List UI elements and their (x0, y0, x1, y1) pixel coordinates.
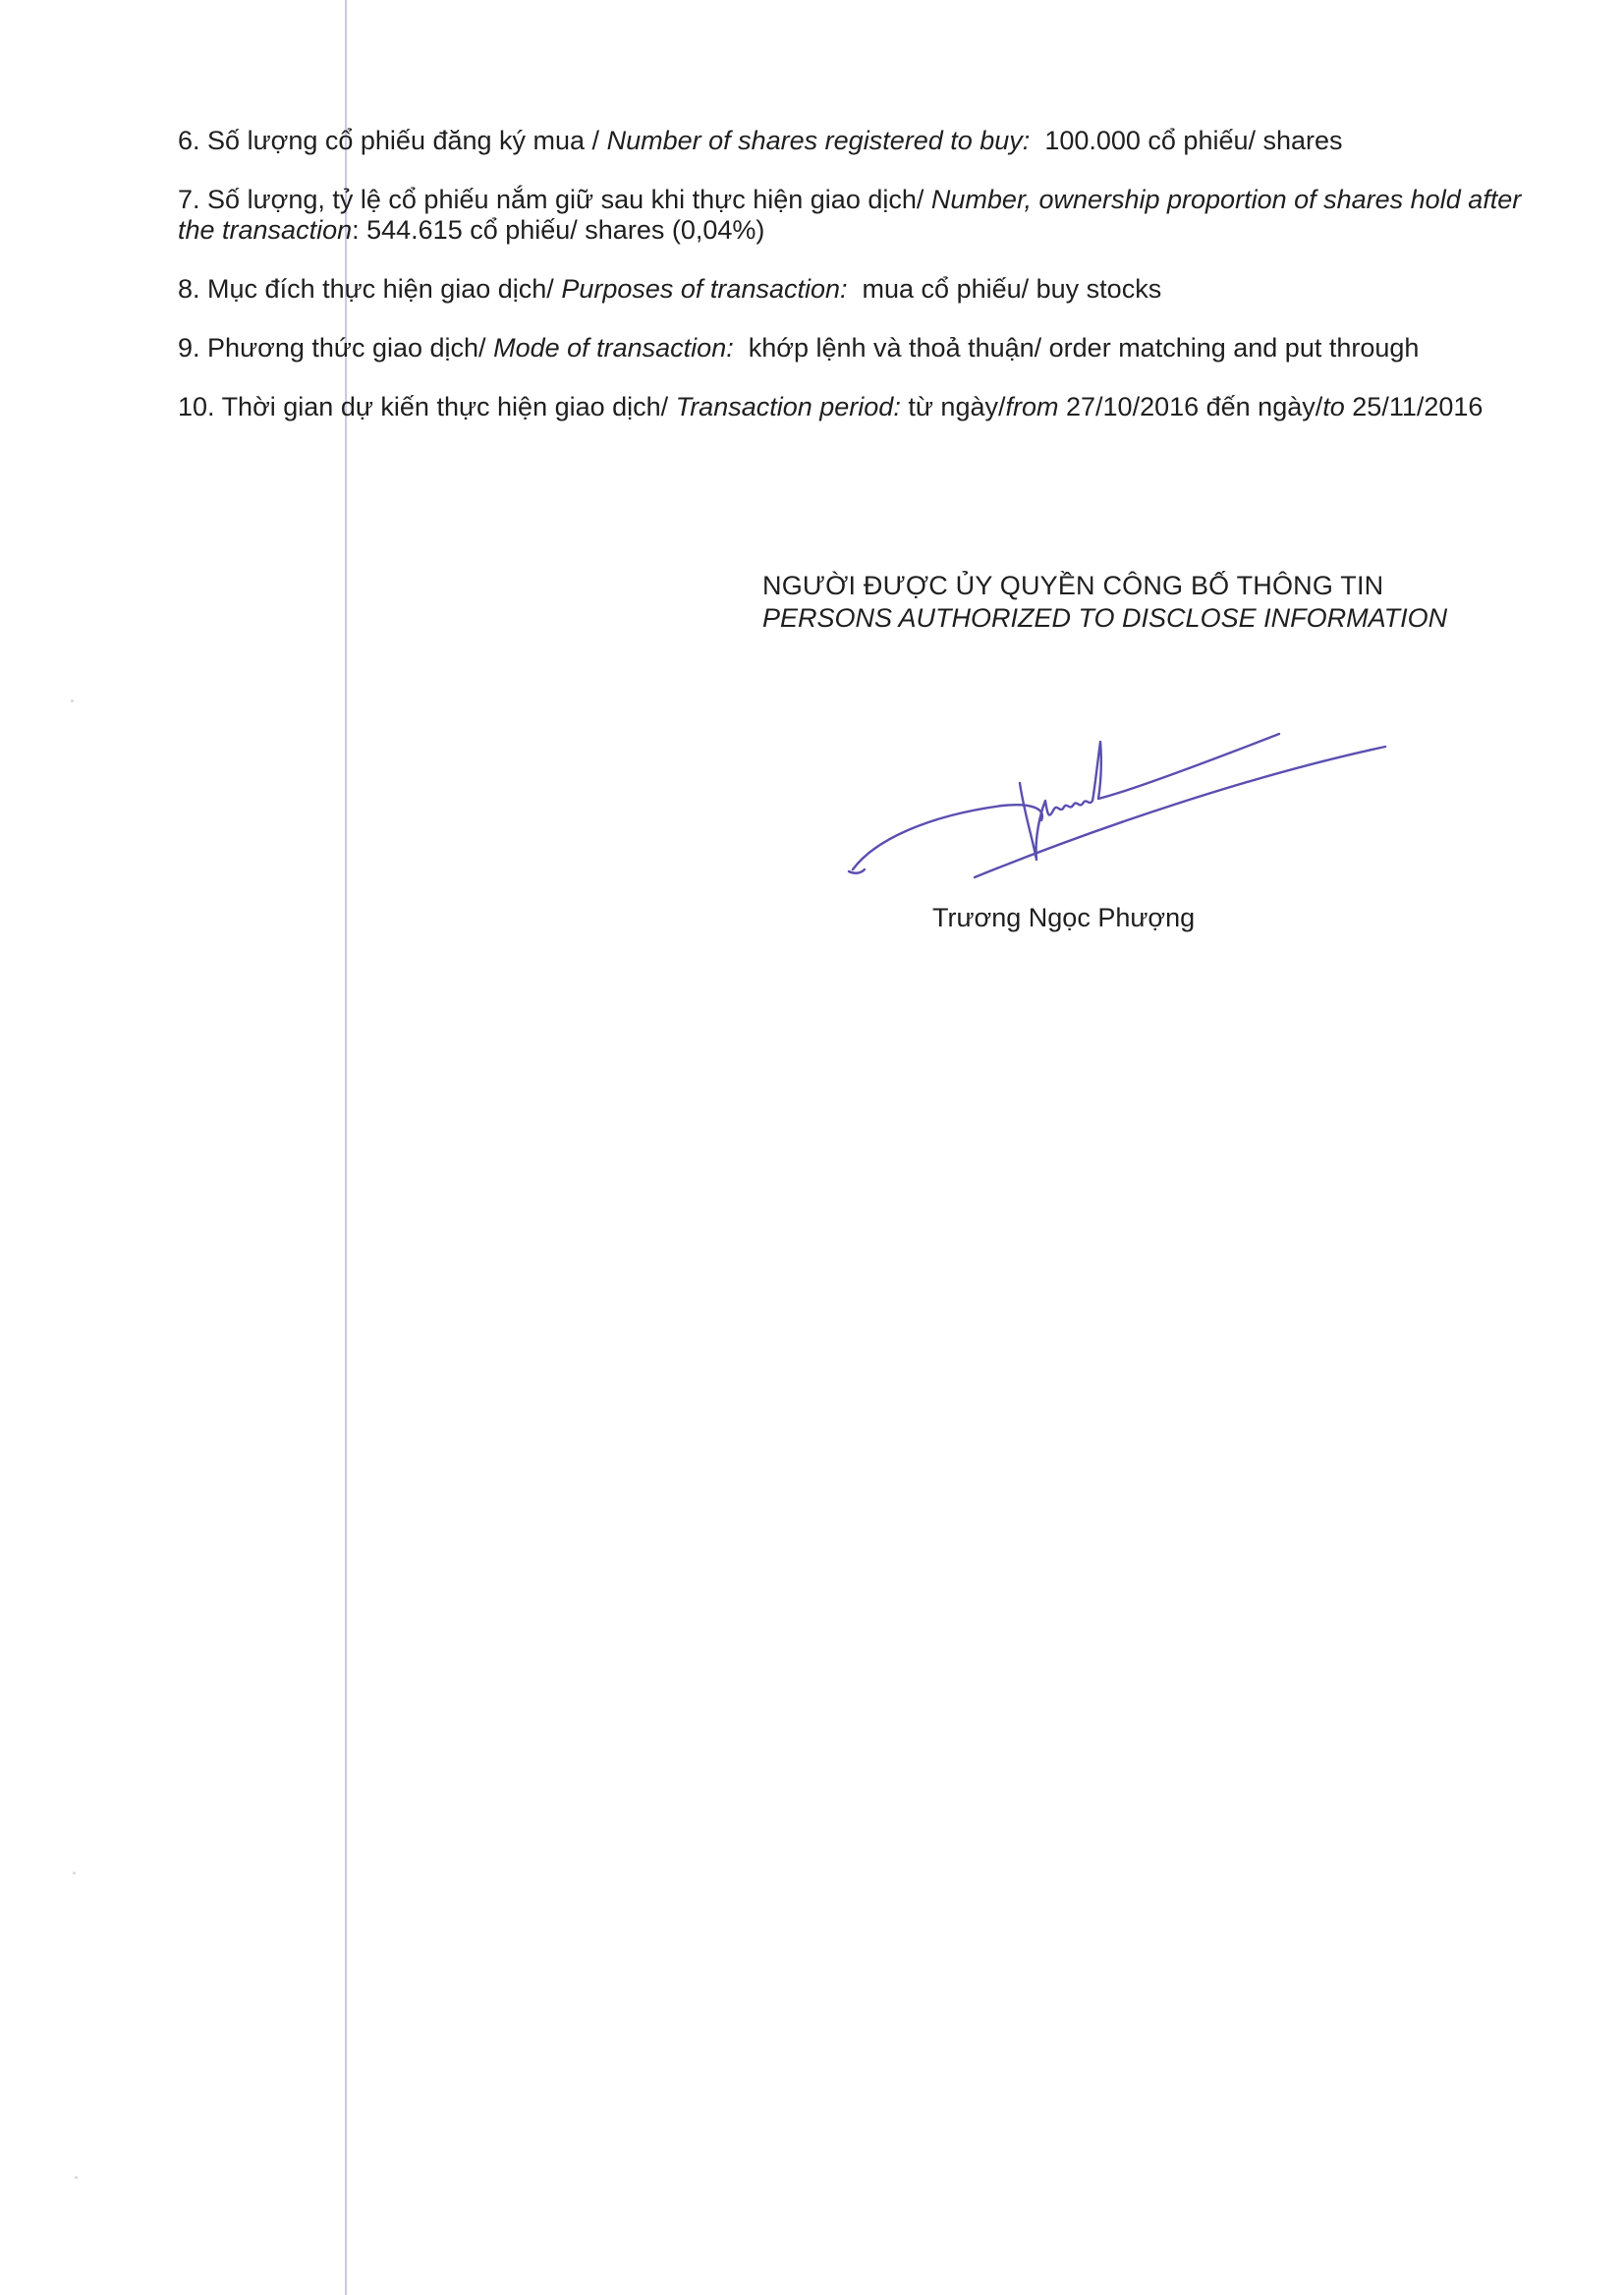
item-from-date: 27/10/2016 đến ngày/ (1066, 392, 1323, 421)
item-label-en: Number of shares registered to buy: (606, 126, 1031, 155)
item-label-en: Number, ownership proportion of shares hold after the transaction (178, 185, 1522, 245)
item-shares-registered (178, 126, 1534, 156)
item-to-date: 25/11/2016 (1352, 392, 1484, 421)
item-to-label: to (1322, 392, 1345, 421)
scan-speck (75, 2176, 78, 2179)
item-label-en: Mode of transaction: (493, 333, 734, 363)
item-label-vi: Mục đích thực hiện giao dịch/ (207, 274, 554, 304)
signature-block-title (762, 570, 1509, 635)
item-from-label: from (1005, 392, 1059, 421)
item-period (178, 392, 1534, 422)
signature-title-vi: NGƯỜI ĐƯỢC ỦY QUYỀN CÔNG BỐ THÔNG TIN (762, 571, 1384, 600)
item-value: khớp lệnh và thoả thuận/ order matching and put through (748, 333, 1420, 363)
item-label-en: Transaction period: (675, 392, 901, 421)
item-purpose (178, 274, 1534, 305)
item-value-prefix: từ ngày/ (908, 392, 1006, 421)
scan-speck (73, 1872, 76, 1875)
item-value: mua cổ phiếu/ buy stocks (862, 274, 1162, 304)
item-label-vi: Phương thức giao dịch/ (207, 333, 486, 363)
item-value: 100.000 cổ phiếu/ shares (1044, 126, 1343, 155)
item-shares-held-after (178, 185, 1534, 246)
item-number: 6. (178, 126, 200, 155)
signer-name: Trương Ngọc Phượng (932, 903, 1196, 932)
item-number: 8. (178, 274, 200, 304)
item-label-vi: Thời gian dự kiến thực hiện giao dịch/ (221, 392, 669, 421)
item-label-vi: Số lượng, tỷ lệ cổ phiếu nắm giữ sau khi thực hiện giao dịch/ (207, 185, 924, 214)
item-value: : 544.615 cổ phiếu/ shares (0,04%) (352, 215, 765, 245)
item-mode (178, 333, 1534, 364)
scan-speck (71, 700, 74, 702)
signature-title-en: PERSONS AUTHORIZED TO DISCLOSE INFORMATION (762, 603, 1448, 633)
item-number: 10. (178, 392, 215, 421)
handwritten-signature (835, 722, 1395, 889)
item-label-vi: Số lượng cổ phiếu đăng ký mua / (207, 126, 600, 155)
item-number: 9. (178, 333, 200, 363)
transaction-details (178, 126, 1534, 451)
item-number: 7. (178, 185, 200, 214)
item-label-en: Purposes of transaction: (561, 274, 848, 304)
